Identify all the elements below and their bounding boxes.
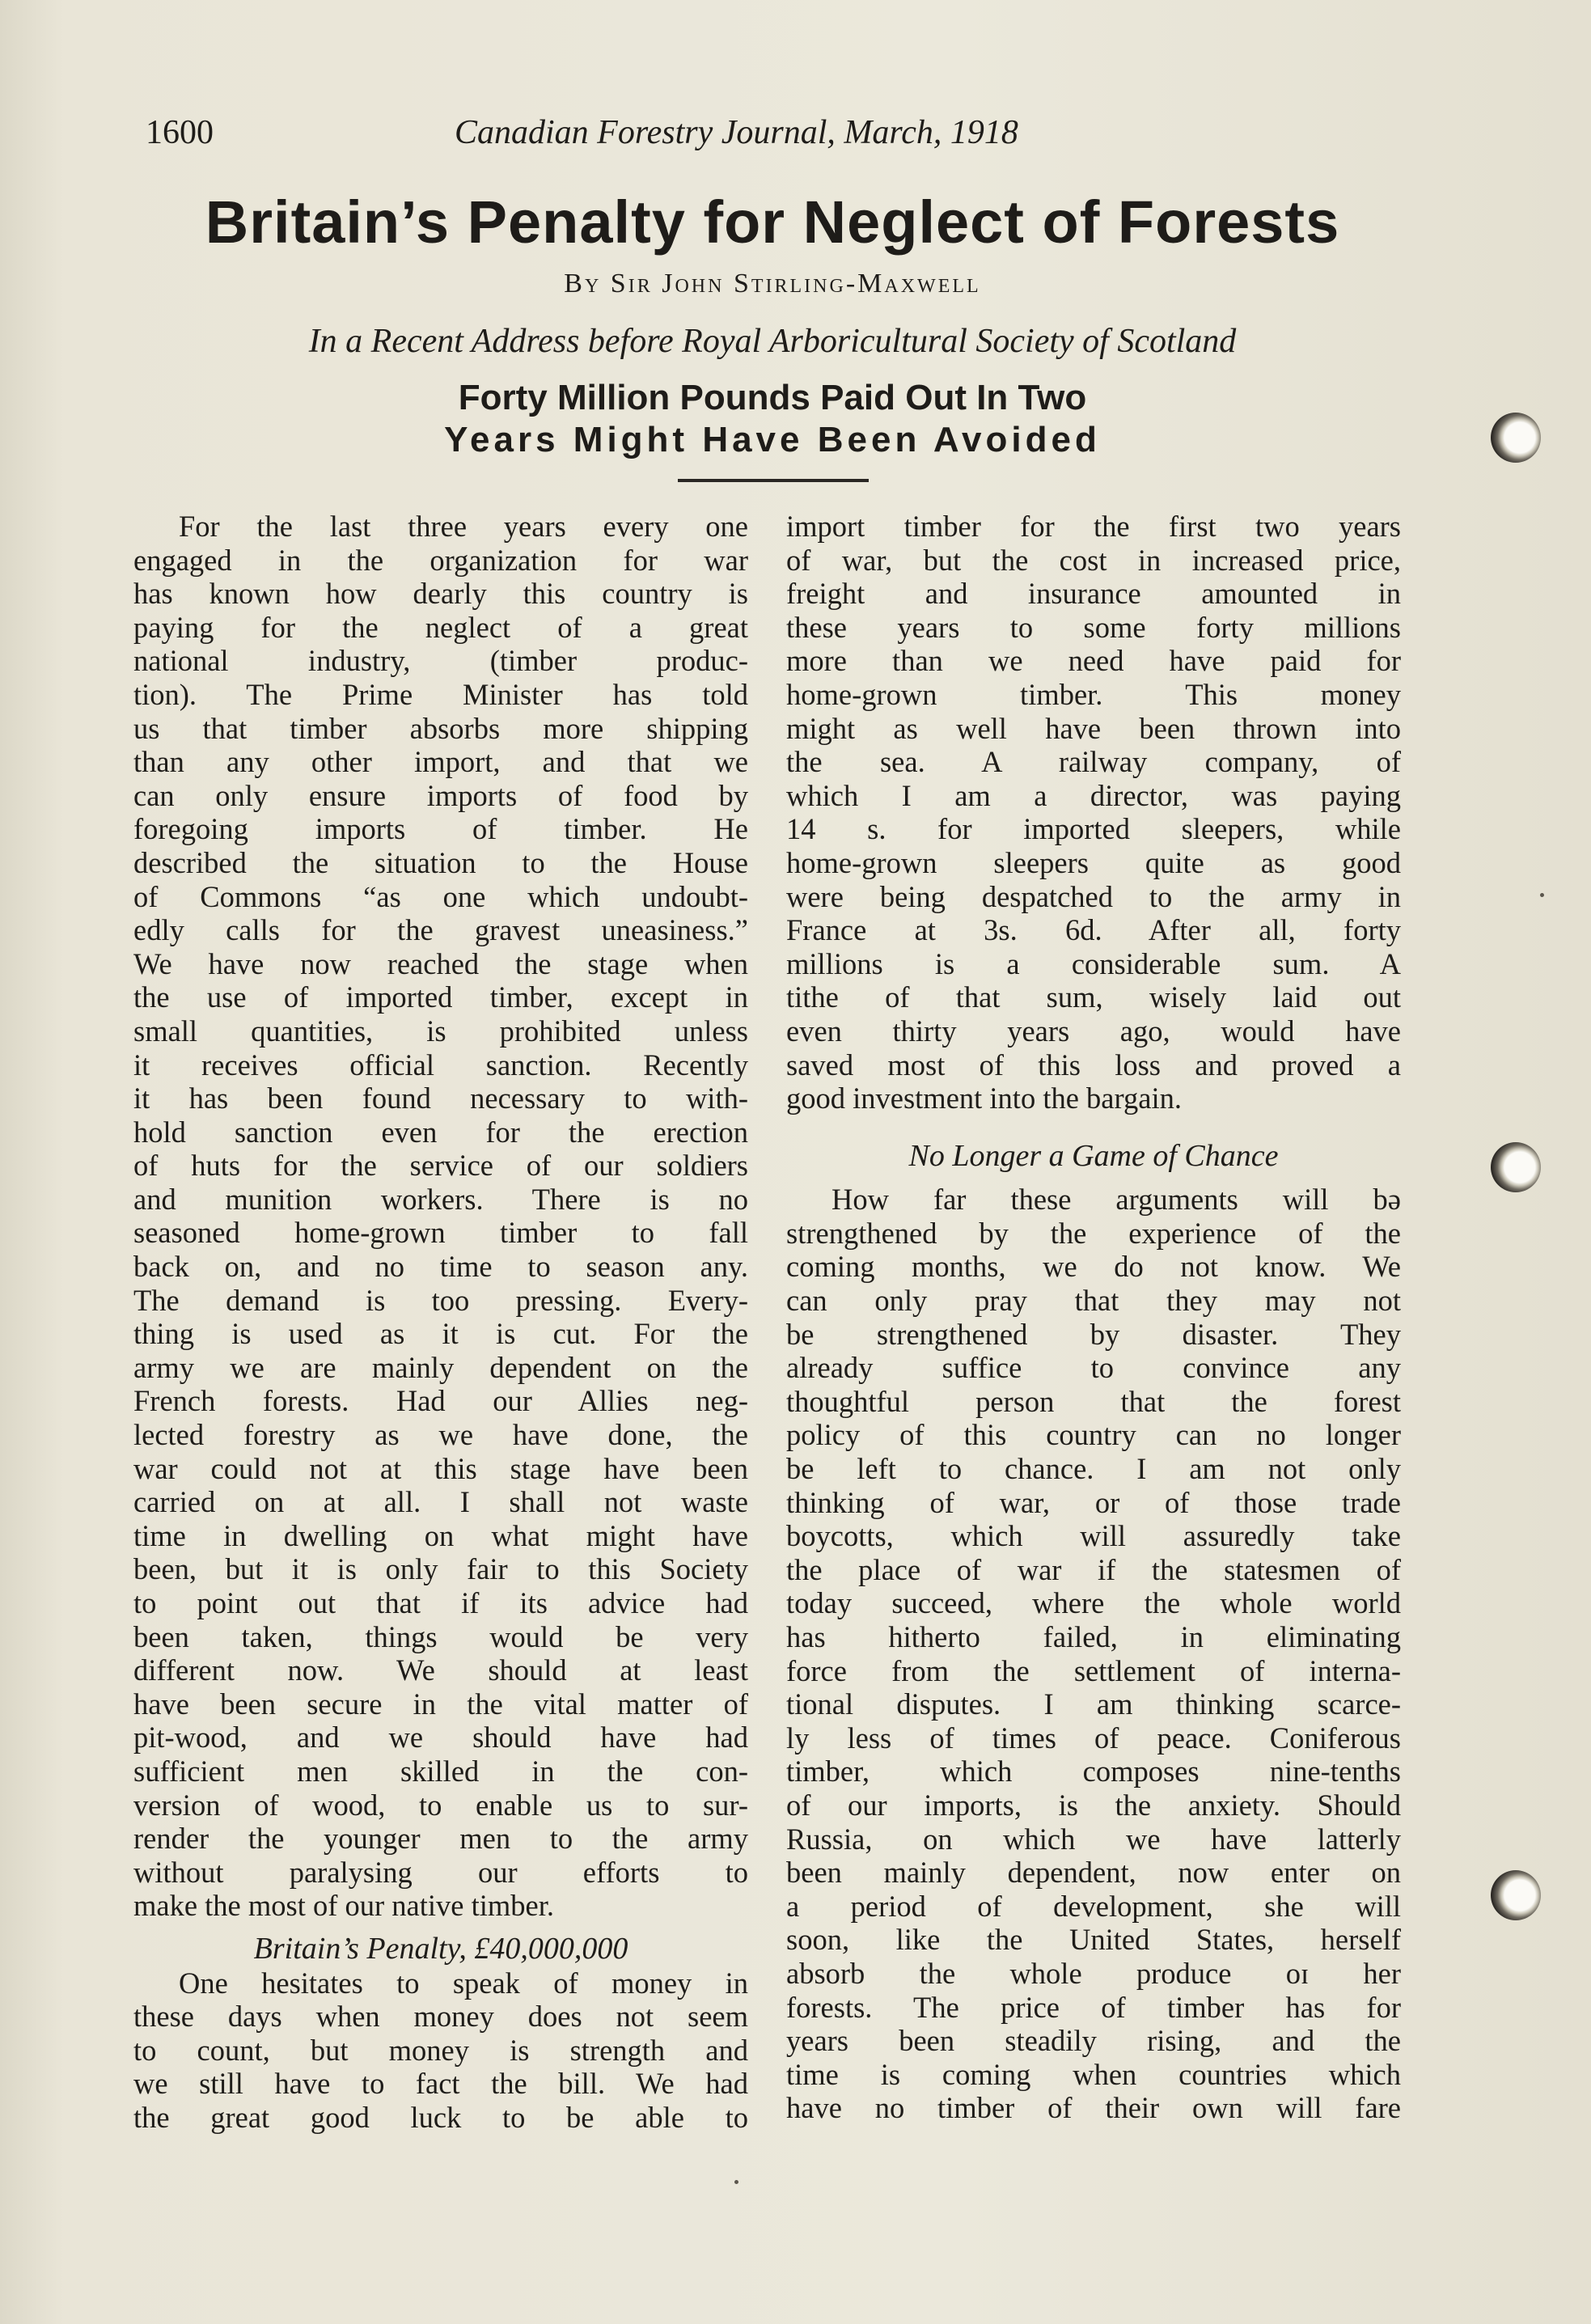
text-line: thinking of war, or of those trade — [786, 1485, 1401, 1519]
text-line: the great good luck to be able to — [133, 2100, 748, 2134]
text-line: For the last three years every one — [179, 510, 748, 543]
text-line: One hesitates to speak of money in — [179, 1966, 748, 2000]
article-subtitle: In a Recent Address before Royal Arboricultural Society of Scotland — [308, 323, 1237, 360]
text-line: to point out that if its advice had — [133, 1586, 748, 1619]
binder-hole — [1491, 413, 1541, 463]
text-line: How far these arguments will bə — [831, 1183, 1401, 1217]
text-line: of our imports, is the anxiety. Should — [786, 1788, 1401, 1822]
text-line: even thirty years ago, would have — [786, 1014, 1401, 1048]
text-line: small quantities, is prohibited unless — [133, 1014, 748, 1048]
text-line: pit-wood, and we should have had — [133, 1721, 748, 1755]
text-line: freight and insurance amounted in — [786, 577, 1401, 611]
right-column — [786, 510, 1401, 2125]
text-line: thoughtful person that the forest — [786, 1384, 1401, 1418]
text-line: foregoing imports of timber. He — [133, 812, 748, 846]
deck-line: Forty Million Pounds Paid Out In Two — [458, 378, 1087, 417]
text-line: absorb the whole produce oɪ her — [786, 1956, 1401, 1990]
text-line: these years to some forty millions — [786, 610, 1401, 644]
title-rule — [678, 479, 869, 482]
spacer — [786, 1115, 1401, 1140]
text-line: time in dwelling on what might have — [133, 1518, 748, 1552]
text-line: policy of this country can no longer — [786, 1418, 1401, 1452]
text-line: tion). The Prime Minister has told — [133, 677, 748, 711]
text-line: were being despatched to the army in — [786, 879, 1401, 913]
text-line: millions is a considerable sum. A — [786, 946, 1401, 980]
text-line: tithe of that sum, wisely laid out — [786, 980, 1401, 1014]
text-line: national industry, (timber produc- — [133, 644, 748, 678]
paper-speck — [1540, 893, 1544, 897]
text-line: home-grown timber. This money — [786, 677, 1401, 711]
text-line: been, but it is only fair to this Society — [133, 1552, 748, 1586]
binder-hole — [1491, 1870, 1541, 1920]
text-line: of huts for the service of our soldiers — [133, 1149, 748, 1183]
text-line: be strengthened by disaster. They — [786, 1317, 1401, 1351]
text-line: the sea. A railway company, of — [786, 745, 1401, 779]
text-line: can only ensure imports of food by — [133, 778, 748, 812]
text-line: force from the settlement of interna- — [786, 1653, 1401, 1687]
text-line: forests. The price of timber has for — [786, 1990, 1401, 2024]
text-line: to count, but money is strength and — [133, 2033, 748, 2067]
text-line: without paralysing our efforts to — [133, 1855, 748, 1889]
text-line: can only pray that they may not — [786, 1284, 1401, 1318]
text-line: years been steadily rising, and the — [786, 2024, 1401, 2058]
text-line: tional disputes. I am thinking scarce- — [786, 1687, 1401, 1721]
page-header — [146, 113, 1132, 162]
text-line: coming months, we do not know. We — [786, 1250, 1401, 1284]
text-line: French forests. Had our Allies neg- — [133, 1384, 748, 1418]
left-column-text-continued — [133, 1966, 748, 2135]
running-head: Canadian Forestry Journal, March, 1918 — [455, 114, 1018, 151]
right-column-text — [786, 510, 1401, 1115]
text-line: a period of development, she will — [786, 1889, 1401, 1923]
text-line: seasoned home-grown timber to fall — [133, 1216, 748, 1250]
text-line: saved most of this loss and proved a — [786, 1048, 1401, 1082]
text-line: time is coming when countries which — [786, 2057, 1401, 2091]
text-line: army we are mainly dependent on the — [133, 1350, 748, 1384]
text-line: 14 s. for imported sleepers, while — [786, 812, 1401, 846]
text-line: version of wood, to enable us to sur- — [133, 1788, 748, 1822]
text-line: has hitherto failed, in eliminating — [786, 1620, 1401, 1653]
text-line: it receives official sanction. Recently — [133, 1048, 748, 1082]
text-line: carried on at all. I shall not waste — [133, 1485, 748, 1519]
text-line: it has been found necessary to with- — [133, 1082, 748, 1115]
article-byline: By Sir John Stirling-Maxwell — [564, 269, 981, 298]
left-column — [133, 510, 748, 2135]
text-line: been mainly dependent, now enter on — [786, 1856, 1401, 1890]
text-line: paying for the neglect of a great — [133, 610, 748, 644]
text-line: back on, and no time to season any. — [133, 1250, 748, 1284]
deck-line: Years Might Have Been Avoided — [444, 420, 1101, 459]
text-line: might as well have been thrown into — [786, 711, 1401, 745]
text-line: France at 3s. 6d. After all, forty — [786, 913, 1401, 947]
paper-speck — [734, 2180, 738, 2184]
text-line: We have now reached the stage when — [133, 946, 748, 980]
right-column-text-continued — [786, 1183, 1401, 2125]
text-line: already suffice to convince any — [786, 1351, 1401, 1385]
text-line: today succeed, where the whole world — [786, 1586, 1401, 1620]
text-line: hold sanction even for the erection — [133, 1115, 748, 1149]
text-line: edly calls for the gravest uneasiness.” — [133, 913, 748, 947]
article-deck — [0, 377, 1545, 461]
section-heading-penalty: Britain’s Penalty, £40,000,000 — [253, 1931, 628, 1966]
text-line: which I am a director, was paying — [786, 778, 1401, 812]
text-line: ly less of times of peace. Coniferous — [786, 1721, 1401, 1755]
text-line: have been secure in the vital matter of — [133, 1687, 748, 1721]
text-line: been taken, things would be very — [133, 1619, 748, 1653]
text-line: strengthened by the experience of the — [786, 1216, 1401, 1250]
text-line: have no timber of their own will fare — [786, 2091, 1401, 2125]
text-line: home-grown sleepers quite as good — [786, 845, 1401, 879]
text-line: The demand is too pressing. Every- — [133, 1283, 748, 1317]
text-line: us that timber absorbs more shipping — [133, 711, 748, 745]
text-line: these days when money does not seem — [133, 2000, 748, 2034]
text-line: of war, but the cost in increased price, — [786, 543, 1401, 577]
text-line: Russia, on which we have latterly — [786, 1822, 1401, 1856]
article-title: Britain’s Penalty for Neglect of Forests — [205, 188, 1340, 256]
left-column-text — [133, 510, 748, 1923]
text-line: more than we need have paid for — [786, 644, 1401, 678]
text-line: sufficient men skilled in the con- — [133, 1754, 748, 1788]
text-line: engaged in the organization for war — [133, 543, 748, 577]
text-line: be left to chance. I am not only — [786, 1452, 1401, 1486]
text-line: make the most of our native timber. — [133, 1889, 555, 1923]
text-line: import timber for the first two years — [786, 510, 1401, 543]
text-line: boycotts, which will assuredly take — [786, 1519, 1401, 1553]
text-line: the place of war if the statesmen of — [786, 1552, 1401, 1586]
text-line: timber, which composes nine-tenths — [786, 1755, 1401, 1789]
binder-hole — [1491, 1142, 1541, 1192]
text-line: we still have to fact the bill. We had — [133, 2067, 748, 2101]
page-number: 1600 — [146, 114, 214, 151]
spacer — [786, 1173, 1401, 1183]
text-line: described the situation to the House — [133, 845, 748, 879]
section-heading-chance: No Longer a Game of Chance — [908, 1138, 1279, 1173]
text-line: has known how dearly this country is — [133, 577, 748, 611]
text-line: lected forestry as we have done, the — [133, 1418, 748, 1452]
text-line: thing is used as it is cut. For the — [133, 1317, 748, 1351]
text-line: the use of imported timber, except in — [133, 980, 748, 1014]
text-line: of Commons “as one which undoubt- — [133, 879, 748, 913]
text-line: soon, like the United States, herself — [786, 1923, 1401, 1957]
text-line: render the younger men to the army — [133, 1822, 748, 1856]
text-line: and munition workers. There is no — [133, 1182, 748, 1216]
text-line: than any other import, and that we — [133, 745, 748, 779]
text-line: good investment into the bargain. — [786, 1082, 1182, 1115]
text-line: different now. We should at least — [133, 1653, 748, 1687]
text-line: war could not at this stage have been — [133, 1451, 748, 1485]
